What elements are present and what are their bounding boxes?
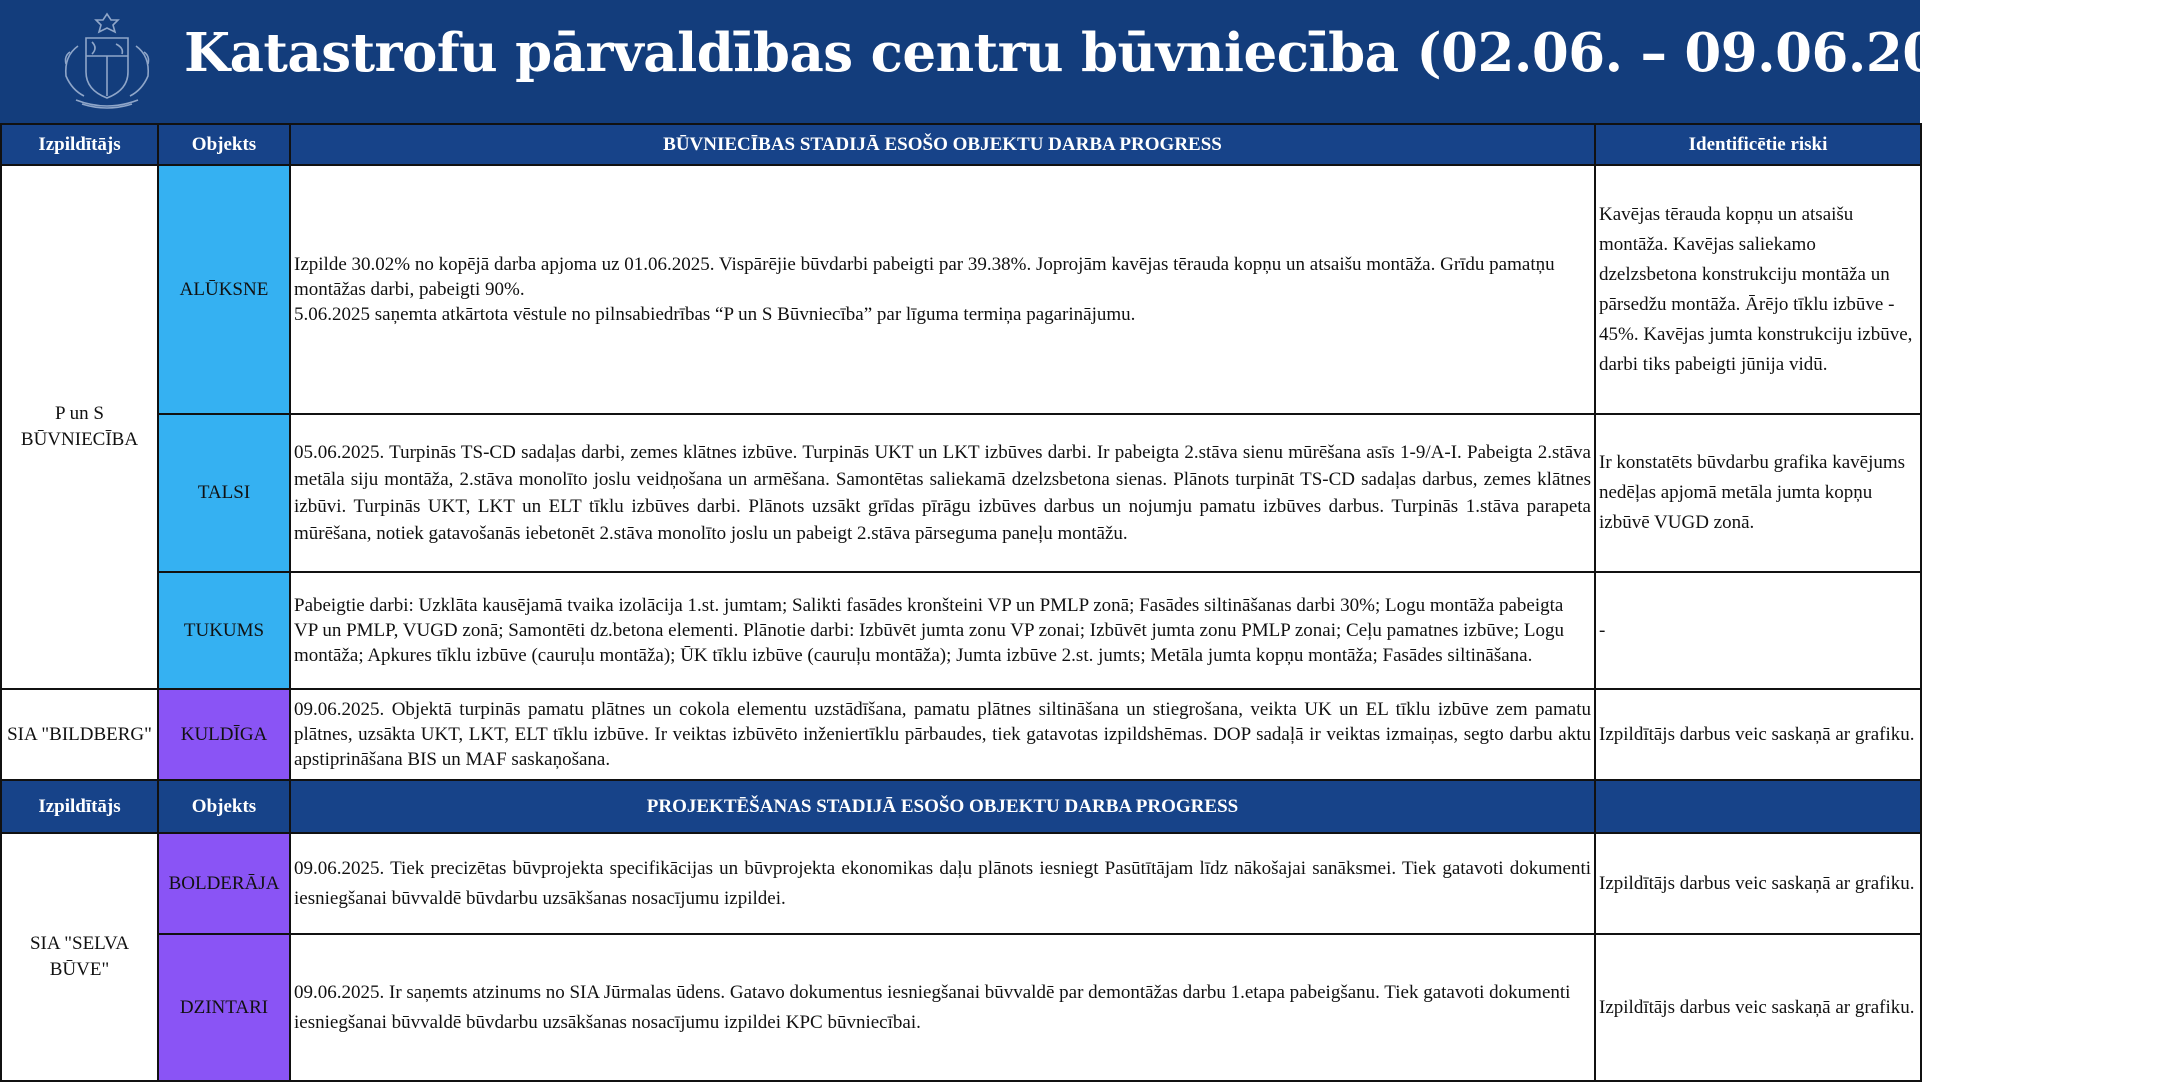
progress-cell: 09.06.2025. Objektā turpinās pamatu plātnes un cokola elementu uzstādīšana, pamatu plātnes siltināšana un stiegrošana, veikta UK un EL tīklu izbūve zem pamatu plātnes, uzsākta UKT, LKT, ELT tīklu izbūve. Ir veiktas izbūvēto inženiertīklu pārbaudes, tiek gatavotas izpildshēmas. DOP sadaļā ir veiktas izmaiņas, segto darbu aktu apstiprināšana BIS un MAF saskaņošana. <box>290 689 1595 780</box>
executor-cell: SIA "SELVA BŪVE" <box>1 833 158 1081</box>
page-header <box>0 0 2157 123</box>
header-progress: BŪVNIECĪBAS STADIJĀ ESOŠO OBJEKTU DARBA PROGRESS <box>290 124 1595 165</box>
table-row <box>1 689 1921 780</box>
construction-progress-table <box>0 123 1922 1082</box>
table-header-row <box>1 780 1921 833</box>
table-header-row <box>1 124 1921 165</box>
progress-cell: 05.06.2025. Turpinās TS-CD sadaļas darbi, zemes klātnes izbūve. Turpinās UKT un LKT izbūves darbi. Ir pabeigta 2.stāva sienu mūrēšana asīs 1-9/A-I. Pabeigta 2.stāva metāla siju montāža, 2.stāva monolīto joslu veidņošana un armēšana. Samontētas saliekamā dzelzsbetona sienas. Plānots turpināt TS-CD sadaļas darbus, zemes klātnes izbūvi. Turpinās UKT, LKT un ELT tīklu izbūves darbi. Plānots uzsākt grīdas pīrāgu izbūves darbus un nojumju pamatu izbūves darbus. Turpinās 1.stāva parapeta mūrēšana, notiek gatavošanās iebetonēt 2.stāva monolīto joslu un pabeigt 2.stāva pārseguma paneļu montāžu. <box>290 414 1595 572</box>
header-risks <box>1595 780 1921 833</box>
progress-paragraph: Izpilde 30.02% no kopējā darba apjoma uz 01.06.2025. Vispārējie būvdarbi pabeigti par 39.38%. Joprojām kavējas tērauda kopņu un atsaišu montāža. Grīdu pamatņu montāžas darbi, pabeigti 90%. <box>294 254 1555 300</box>
table-row <box>1 414 1921 572</box>
object-cell: KULDĪGA <box>158 689 290 780</box>
progress-cell <box>290 165 1595 414</box>
progress-paragraph: 5.06.2025 saņemta atkārtota vēstule no pilnsabiedrības “P un S Būvniecība” par līguma termiņa pagarinājumu. <box>294 304 1136 325</box>
risk-cell: Izpildītājs darbus veic saskaņā ar grafiku. <box>1595 833 1921 934</box>
latvia-coat-of-arms-icon <box>56 12 158 110</box>
object-cell: TUKUMS <box>158 572 290 689</box>
object-cell: ALŪKSNE <box>158 165 290 414</box>
risk-cell: Izpildītājs darbus veic saskaņā ar grafiku. <box>1595 689 1921 780</box>
header-executor: Izpildītājs <box>1 124 158 165</box>
risk-cell: Ir konstatēts būvdarbu grafika kavējums nedēļas apjomā metāla jumta kopņu izbūvē VUGD zonā. <box>1595 414 1921 572</box>
header-object: Objekts <box>158 124 290 165</box>
table-row <box>1 934 1921 1081</box>
header-executor: Izpildītājs <box>1 780 158 833</box>
table-row <box>1 572 1921 689</box>
progress-cell: 09.06.2025. Ir saņemts atzinums no SIA Jūrmalas ūdens. Gatavo dokumentus iesniegšanai būvvaldē par demontāžas darbu 1.etapa pabeigšanu. Tiek gatavoti dokumenti iesniegšanai būvvaldē būvdarbu uzsākšanas nosacījumu izpildei KPC būvniecībai. <box>290 934 1595 1081</box>
header-risks: Identificētie riski <box>1595 124 1921 165</box>
header-progress: PROJEKTĒŠANAS STADIJĀ ESOŠO OBJEKTU DARBA PROGRESS <box>290 780 1595 833</box>
risk-cell: Kavējas tērauda kopņu un atsaišu montāža. Kavējas saliekamo dzelzsbetona konstrukciju montāža un pārsedžu montāža. Ārējo tīklu izbūve - 45%. Kavējas jumta konstrukciju izbūve, darbi tiks pabeigti jūnija vidū. <box>1595 165 1921 414</box>
header-object: Objekts <box>158 780 290 833</box>
progress-cell: 09.06.2025. Tiek precizētas būvprojekta specifikācijas un būvprojekta ekonomikas daļu plānots iesniegt Pasūtītājam līdz nākošajai sanāksmei. Tiek gatavoti dokumenti iesniegšanai būvvaldē būvdarbu uzsākšanas nosacījumu izpildei. <box>290 833 1595 934</box>
executor-cell: SIA "BILDBERG" <box>1 689 158 780</box>
risk-cell: Izpildītājs darbus veic saskaņā ar grafiku. <box>1595 934 1921 1081</box>
table-row <box>1 165 1921 414</box>
progress-cell: Pabeigtie darbi: Uzklāta kausējamā tvaika izolācija 1.st. jumtam; Salikti fasādes kronšteini VP un PMLP zonā; Fasādes siltināšanas darbi 30%; Logu montāža pabeigta VP un PMLP, VUGD zonā; Samontēti dz.betona elementi. Plānotie darbi: Izbūvēt jumta zonu VP zonai; Izbūvēt jumta zonu PMLP zonai; Ceļu pamatnes izbūve; Logu montāža; Apkures tīklu izbūve (cauruļu montāža); ŪK tīklu izbūve (cauruļu montāža); Jumta izbūve 2.st. jumts; Metāla jumta kopņu montāža; Fasādes siltināšana. <box>290 572 1595 689</box>
page-title: Katastrofu pārvaldības centru būvniecība (02.06. – 09.06.2025.) (2) <box>184 22 2157 84</box>
object-cell: BOLDERĀJA <box>158 833 290 934</box>
object-cell: DZINTARI <box>158 934 290 1081</box>
executor-cell: P un S BŪVNIECĪBA <box>1 165 158 689</box>
object-cell: TALSI <box>158 414 290 572</box>
risk-cell: - <box>1595 572 1921 689</box>
table-row <box>1 833 1921 934</box>
